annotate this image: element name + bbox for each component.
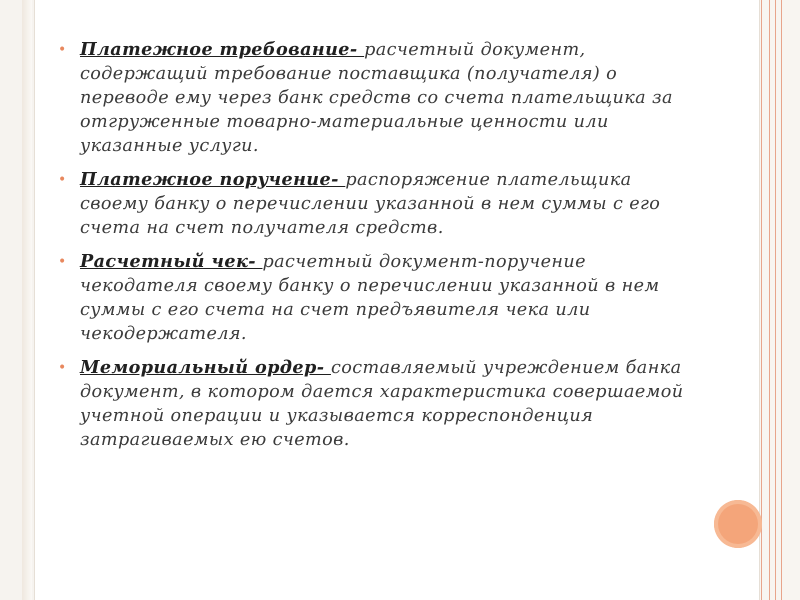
bullet-icon: • — [58, 172, 67, 188]
definition-text: расчетный документ-поручение чекодателя своему банку о перечислении указанной в нем суммы с его счета на счет предъявителя чека или чекодержателя. — [80, 252, 660, 344]
right-decorative-border — [759, 0, 800, 600]
definition-text: составляемый учреждением банка документ, в котором дается характеристика совершаемой учетной операции и указывается корреспонденция затрагиваемых ею счетов. — [80, 358, 684, 450]
definition-item — [58, 356, 698, 452]
left-decorative-stripe — [22, 0, 32, 600]
definition-text: расчетный документ, содержащий требование поставщика (получателя) о переводе ему через банк средств со счета плательщика за отгруженные товарно-материальные ценности или указанные услуги. — [80, 40, 673, 156]
definition-text: распоряжение плательщика своему банку о перечислении указанной в нем суммы с его счета на счет получателя средств. — [80, 170, 661, 238]
orange-circle-decoration — [714, 500, 762, 548]
definition-term: Мемориальный ордер- — [80, 357, 331, 378]
definition-item — [58, 168, 698, 240]
definitions-list — [58, 38, 698, 462]
bullet-icon: • — [58, 254, 67, 270]
bullet-icon: • — [58, 42, 67, 58]
definition-term: Платежное требование- — [80, 39, 365, 60]
definition-term: Платежное поручение- — [80, 169, 346, 190]
right-decorative-line — [775, 0, 776, 600]
right-decorative-line — [761, 0, 762, 600]
bullet-icon: • — [58, 360, 67, 376]
definition-item — [58, 250, 698, 346]
right-decorative-line — [769, 0, 770, 600]
definition-term: Расчетный чек- — [80, 251, 263, 272]
definition-item — [58, 38, 698, 158]
right-decorative-line — [781, 0, 782, 600]
